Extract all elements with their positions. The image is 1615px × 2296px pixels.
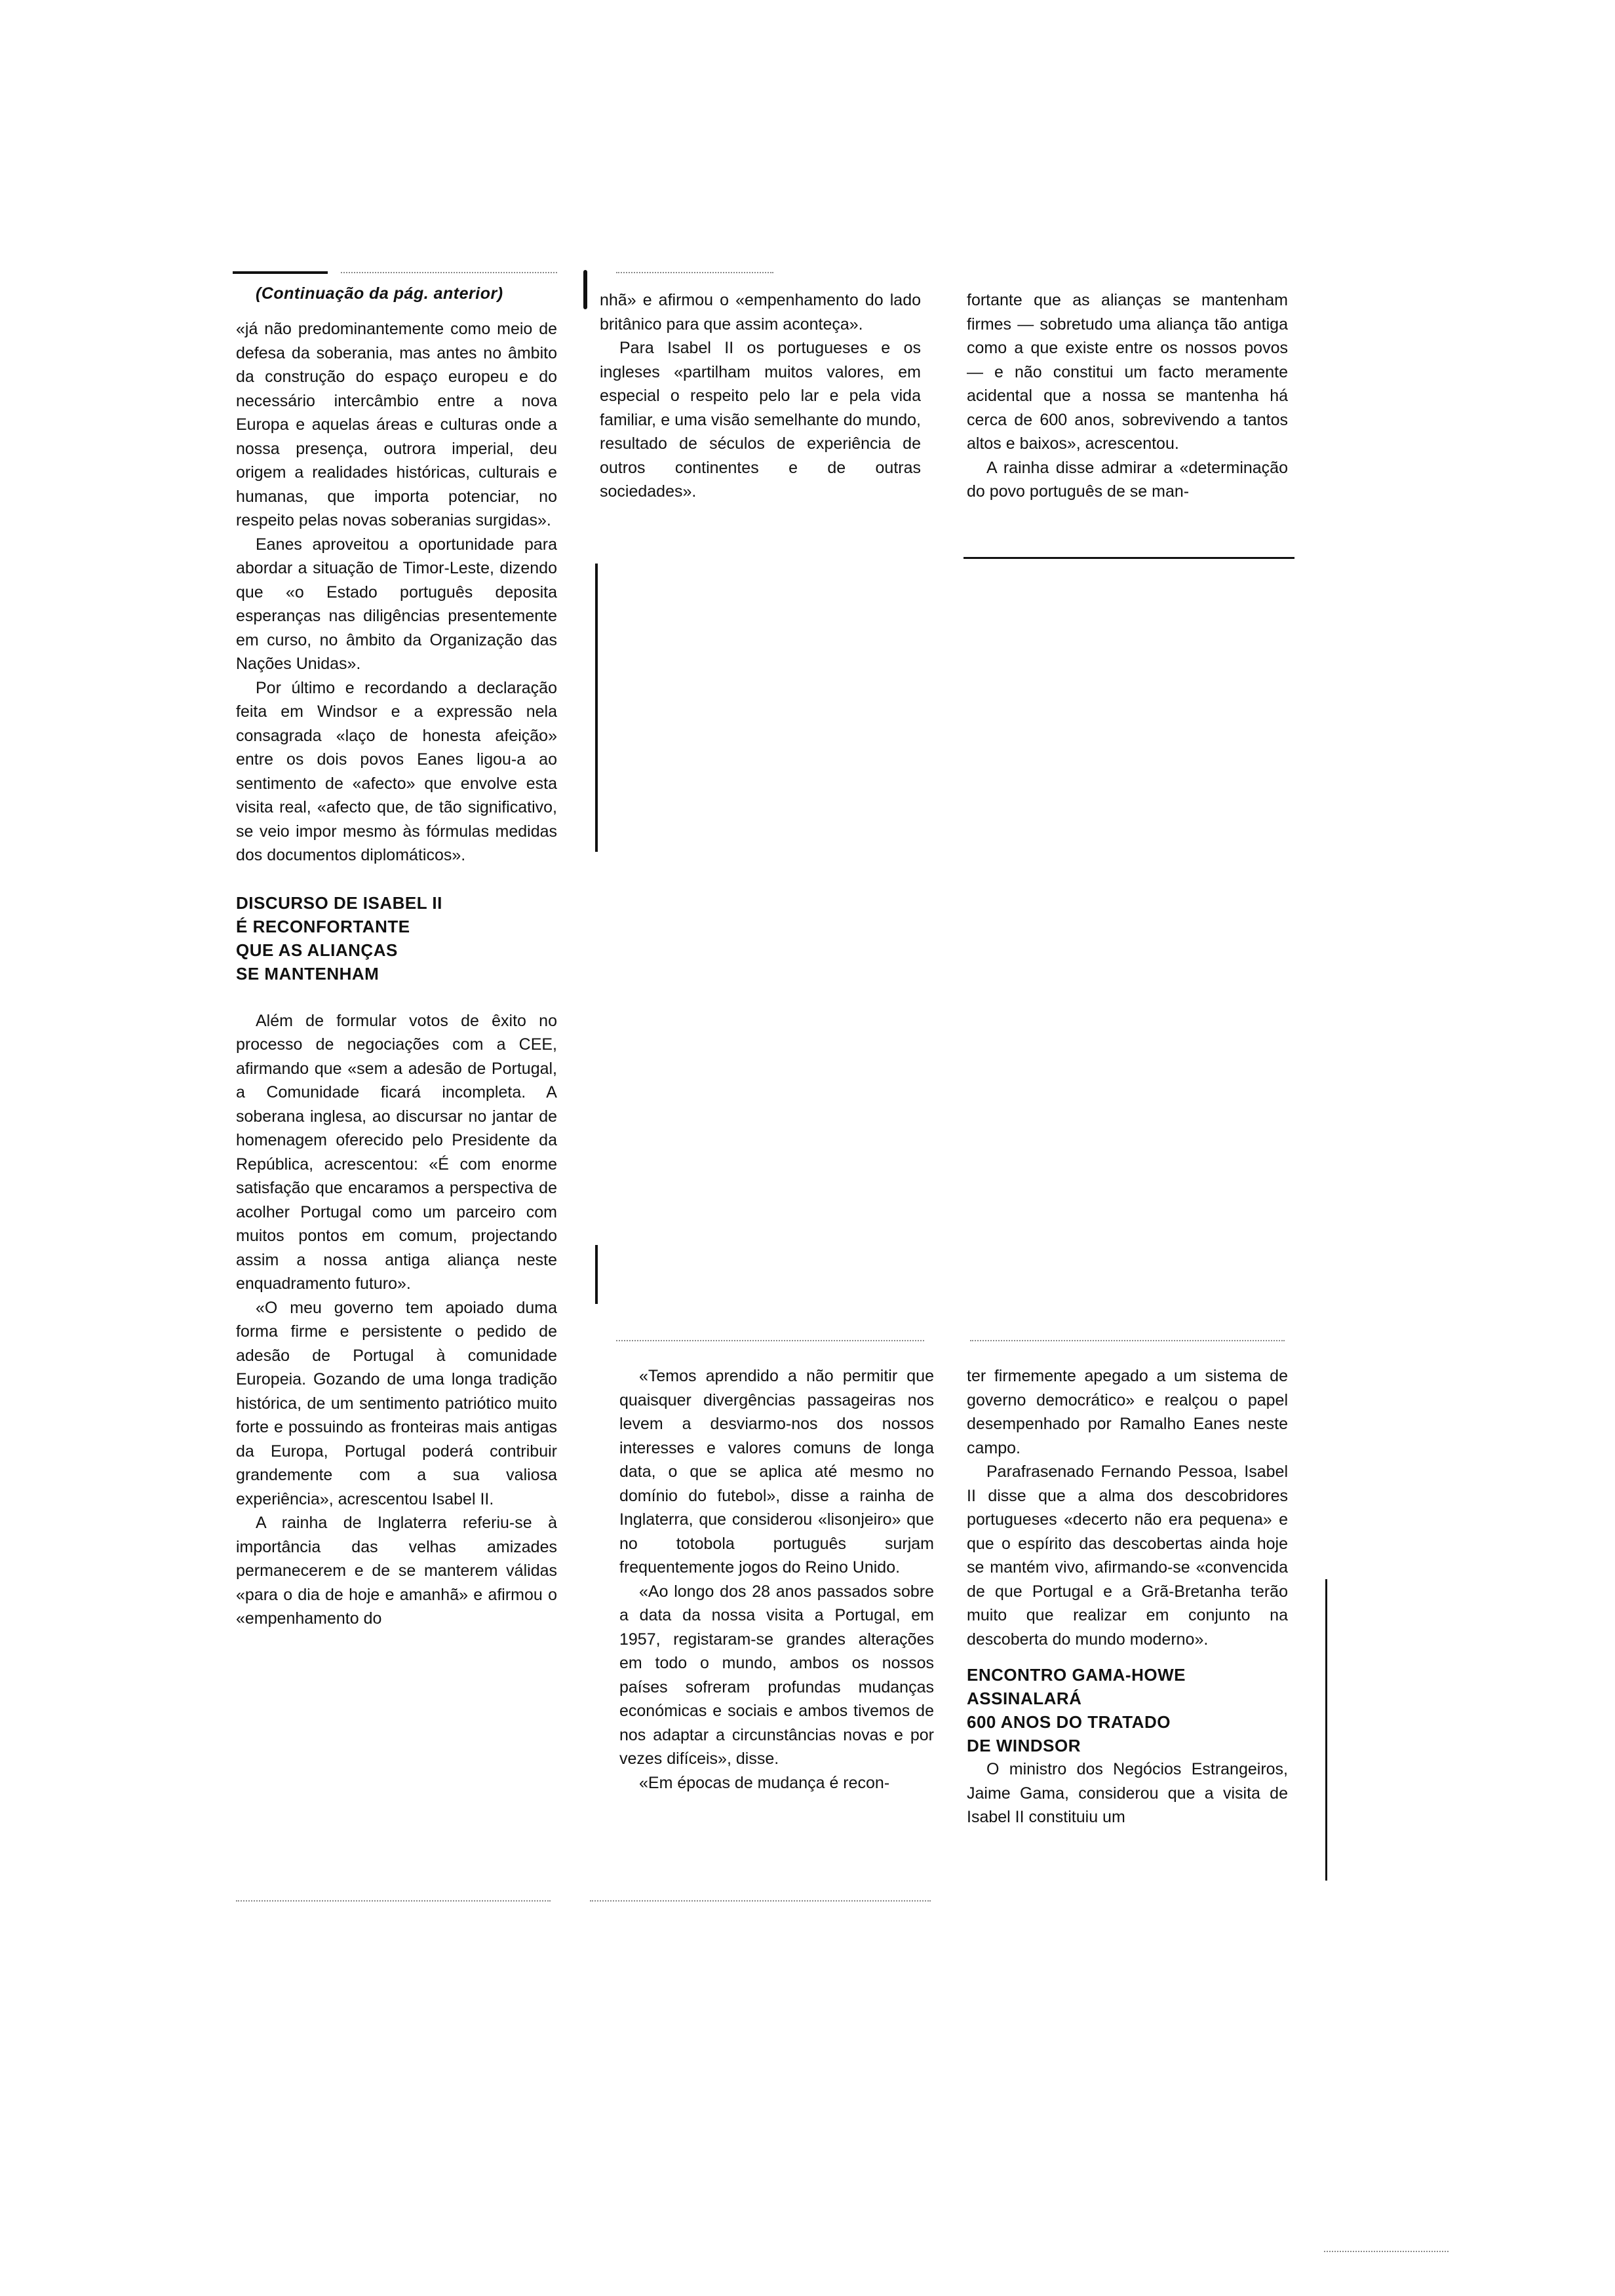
paragraph: Por último e recordando a declaração feita em Windsor e a expressão nela consagrada «laço de honesta afeição» entre os dois povos Eanes ligou-a ao sentimento de «afecto» que envolve esta visita real, «afecto que, de tão significativo, se veio impor mesmo às fórmulas medidas dos documentos diplomáticos». [236,678,557,864]
paragraph: A rainha disse admirar a «determinação do povo português de se man- [967,458,1288,501]
heading-line: QUE AS ALIANÇAS [236,940,398,960]
heading-line: ASSINALARÁ [967,1689,1082,1708]
photo-area-mark [595,1245,598,1304]
top-dots-middle [616,272,773,275]
paragraph: «O meu governo tem apoiado duma forma firme e persistente o pedido de adesão de Portugal à comunidade Europeia. Gozando de uma longa tradição histórica, de um sentimento patriótico muito forte e possuindo as fronteiras mais antigas da Europa, Portugal poderá contribuir grandemente com a sua valiosa experiência», acrescentou Isabel II. [236,1298,557,1508]
paragraph: «Temos aprendido a não permitir que quaisquer divergências passageiras nos levem a desviarmo-nos dos nossos interesses e valores comuns de longa data, o que se aplica até mesmo no domínio do futebol», disse a rainha de Inglaterra, que considerou «lisonjeiro» que no totobola português surjam frequentemente jogos do Reino Unido. [619,1367,934,1577]
paragraph: nhã» e afirmou o «empenhamento do lado britânico para que assim aconteça». [600,291,921,334]
divider-dots [616,1340,924,1343]
photo-area-rule-left [595,564,598,852]
paragraph: «já não predominantemente como meio de defesa da soberania, mas antes no âmbito da construção do espaço europeu e do necessário intercâmbio entre a nova Europa e aquelas áreas e culturas onde a nossa presença, outrora imperial, deu origem a realidades históricas, culturais e humanas, que importa potenciar, no respeito pelas novas soberanias surgidas». [236,320,557,529]
paragraph: A rainha de Inglaterra referiu-se à importância das velhas amizades permanecerem e de se manterem válidas «para o dia de hoje e amanhã» e afirmou o «empenhamento do [236,1514,557,1628]
paragraph: fortante que as alianças se mantenham firmes — sobretudo uma aliança tão antiga como a que existe entre os nossos povos — e não constitui um facto meramente acidental que a nossa se mantenha há cerca de 600 anos, sobrevivendo a tantos altos e baixos», acrescentou. [967,291,1288,453]
paragraph: Eanes aproveitou a oportunidade para abordar a situação de Timor-Leste, dizendo que «o Estado português deposita esperanças nas diligências presentemente em curso, no âmbito da Organização das Nações Unidas». [236,535,557,673]
bottom-dots [590,1900,931,1903]
clipping-bracket [583,270,587,309]
article-column-2-bottom [619,1364,934,1795]
paragraph: ter firmemente apegado a um sistema de governo democrático» e realçou o papel desempenhado por Ramalho Eanes neste campo. [967,1367,1288,1457]
paragraph: Parafrasenado Fernando Pessoa, Isabel II disse que a alma dos descobridores portugueses «decerto não era pequena» e que o espírito das descobertas ainda hoje se mantém vivo, afirmando-se «convencida de que Portugal e a Grã-Bretanha terão muito que realizar em conjunto na descoberta do mundo moderno». [967,1463,1288,1649]
article-column-3-bottom [967,1364,1288,1829]
heading-line: É RECONFORTANTE [236,916,410,936]
paragraph: Além de formular votos de êxito no processo de negociações com a CEE, afirmando que «sem a adesão de Portugal, a Comunidade ficará incompleta. A soberana inglesa, ao discursar no jantar de homenagem oferecido pelo Presidente da República, acrescentou: «É com enorme satisfação que encaramos a perspectiva de acolher Portugal como um parceiro com muitos pontos em comum, projectando assim a nossa antiga aliança neste enquadramento futuro». [236,1011,557,1293]
article-column-1 [236,282,557,1631]
continuation-note: (Continuação da pág. anterior) [256,284,503,303]
clipping-edge-mark [1325,1579,1327,1881]
article-column-3-top [967,288,1288,504]
section-heading [236,891,557,985]
paragraph: Para Isabel II os portugueses e os ingleses «partilham muitos valores, em especial o respeito pelo lar e pela vida familiar, e uma visão semelhante do mundo, resultado de séculos de experiência de outros continentes e de outras sociedades». [600,339,921,501]
heading-line: 600 ANOS DO TRATADO [967,1712,1171,1732]
bottom-dots [236,1900,551,1903]
heading-line: SE MANTENHAM [236,963,379,984]
paragraph: O ministro dos Negócios Estrangeiros, Jaime Gama, considerou que a visita de Isabel II constituiu um [967,1760,1288,1826]
paragraph: «Em épocas de mudança é recon- [639,1773,890,1792]
paragraph: «Ao longo dos 28 anos passados sobre a data da nossa visita a Portugal, em 1957, registaram-se grandes alterações em todo o mundo, ambos os nossos países sofreram profundas mudanças económicas e sociais e ambos tivemos de nos adaptar a circunstâncias novas e por vezes difíceis», disse. [619,1582,934,1768]
heading-line: DISCURSO DE ISABEL II [236,892,442,913]
photo-area-rule-top [963,557,1294,559]
divider-dots [970,1340,1285,1343]
top-rule-left [233,271,328,274]
top-dots-left [341,272,557,275]
heading-line: DE WINDSOR [967,1736,1081,1755]
page-corner-dots [1324,2251,1449,2253]
section-heading [967,1663,1288,1757]
article-column-2-top [600,288,921,504]
heading-line: ENCONTRO GAMA-HOWE [967,1665,1186,1685]
